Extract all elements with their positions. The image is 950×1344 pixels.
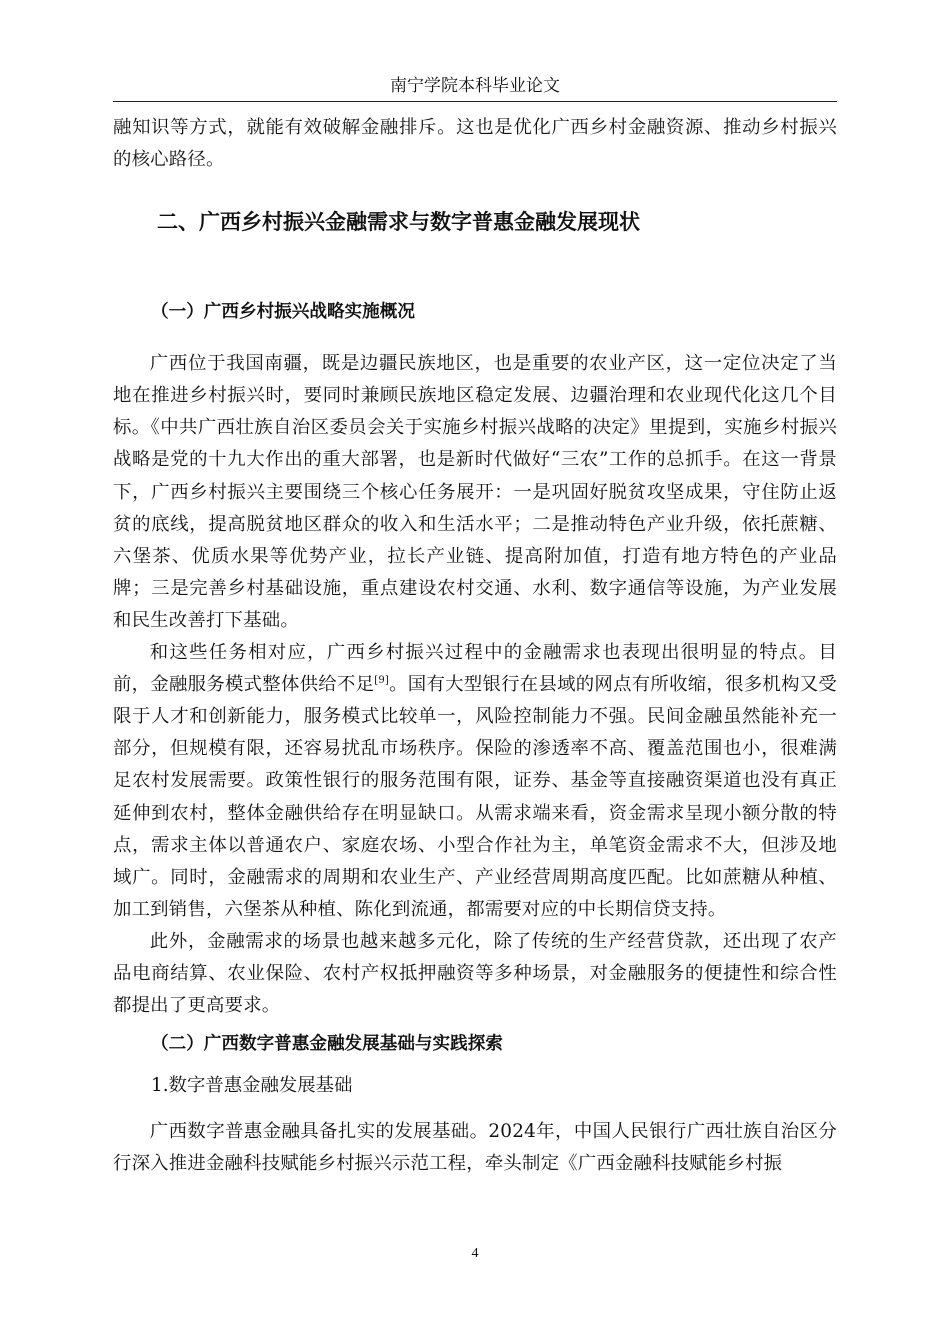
section-title: 二、广西乡村振兴金融需求与数字普惠金融发展现状 bbox=[157, 210, 640, 235]
paragraph-demand-scenarios: 此外，金融需求的场景也越来越多元化，除了传统的生产经营贷款，还出现了农产品电商结算、农业保险、农村产权抵押融资等多种场景，对金融服务的便捷性和综合性都提出了更高要求。 bbox=[113, 930, 837, 1017]
citation-reference: [9] bbox=[374, 675, 390, 686]
item-heading-1: 1.数字普惠金融发展基础 bbox=[151, 1075, 353, 1097]
header-rule bbox=[113, 101, 837, 102]
page-content bbox=[113, 112, 837, 1180]
continuation-paragraph: 融知识等方式，就能有效破解金融排斥。这也是优化广西乡村金融资源、推动乡村振兴的核心路径。 bbox=[113, 117, 837, 171]
page-header: 南宁学院本科毕业论文 bbox=[390, 76, 560, 96]
subsection-title-2: （二）广西数字普惠金融发展基础与实践探索 bbox=[151, 1034, 503, 1055]
paragraph-strategy-overview: 广西位于我国南疆，既是边疆民族地区，也是重要的农业产区，这一定位决定了当地在推进乡村振兴时，要同时兼顾民族地区稳定发展、边疆治理和农业现代化这几个目标。《中共广西壮族自治区委员会关于实施乡村振兴战略的决定》里提到，实施乡村振兴战略是党的十九大作出的重大部署，也是新时代做好“三农”工作的总抓手。在这一背景下，广西乡村振兴主要围绕三个核心任务展开：一是巩固好脱贫攻坚成果，守住防止返贫的底线，提高脱贫地区群众的收入和生活水平；二是推动特色产业升级，依托蔗糖、六堡茶、优质水果等优势产业，拉长产业链、提高附加值，打造有地方特色的产业品牌；三是完善乡村基础设施，重点建设农村交通、水利、数字通信等设施，为产业发展和民生改善打下基础。 bbox=[113, 353, 837, 631]
page-number: 4 bbox=[471, 1246, 479, 1261]
paragraph-digital-foundation: 广西数字普惠金融具备扎实的发展基础。2024年，中国人民银行广西壮族自治区分行深入推进金融科技赋能乡村振兴示范工程，牵头制定《广西金融科技赋能乡村振 bbox=[113, 1121, 837, 1175]
paragraph-financial-demand bbox=[113, 637, 837, 926]
paragraph-financial-demand-part2: 。国有大型银行在县域的网点有所收缩，很多机构又受限于人才和创新能力，服务模式比较单一，风险控制能力不强。民间金融虽然能补充一部分，但规模有限，还容易扰乱市场秩序。保险的渗透率不高、覆盖范围也小，很难满足农村发展需要。政策性银行的服务范围有限，证券、基金等直接融资渠道也没有真正延伸到农村，整体金融供给存在明显缺口。从需求端来看，资金需求呈现小额分散的特点，需求主体以普通农户、家庭农场、小型合作社为主，单笔资金需求不大，但涉及地域广。同时，金融需求的周期和农业生产、产业经营周期高度匹配。比如蔗糖从种植、加工到销售，六堡茶从种植、陈化到流通，都需要对应的中长期信贷支持。 bbox=[113, 674, 837, 920]
paragraph-financial-demand-part1: 和这些任务相对应，广西乡村振兴过程中的金融需求也表现出很明显的特点。目前，金融服务模式整体供给不足 bbox=[113, 642, 837, 696]
subsection-title-1: （一）广西乡村振兴战略实施概况 bbox=[151, 302, 415, 323]
